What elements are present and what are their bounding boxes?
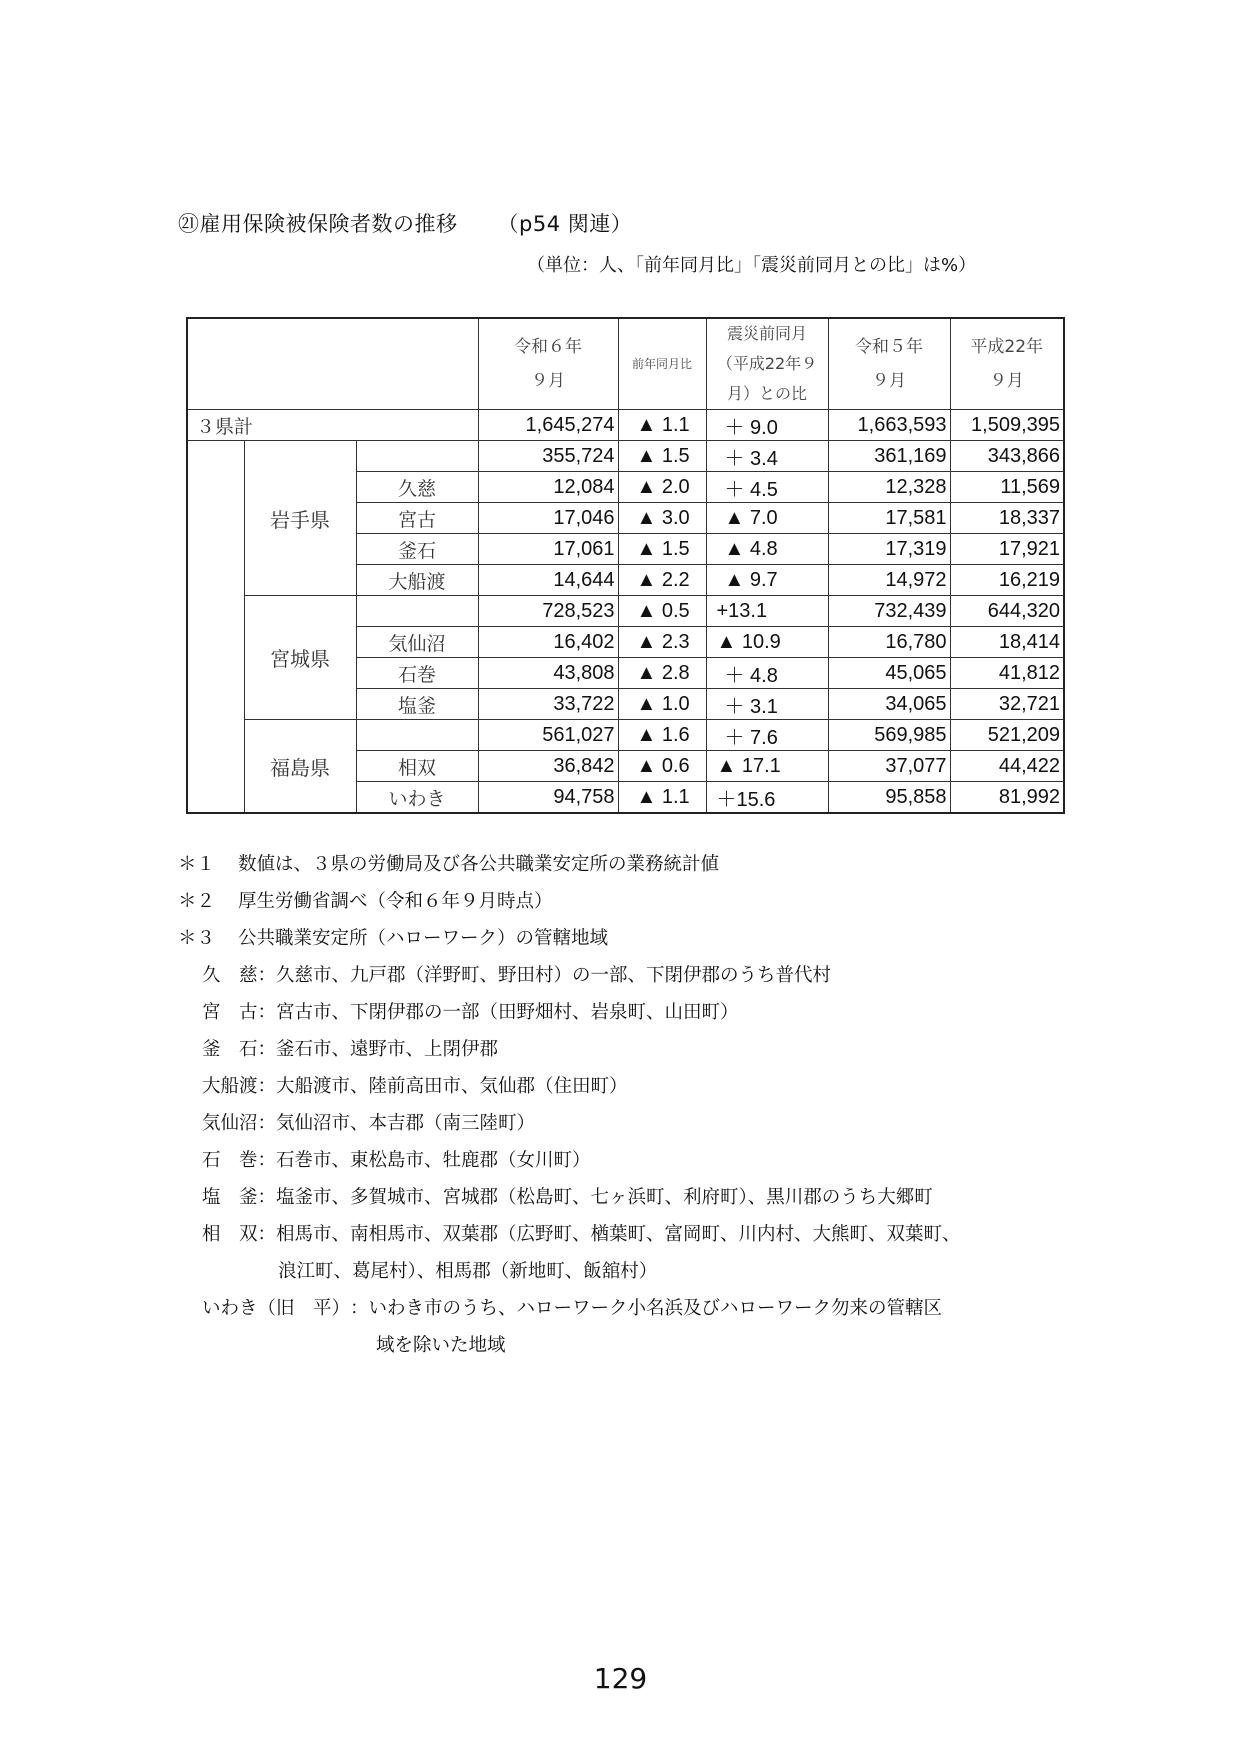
table-row <box>187 596 1064 627</box>
cell-yoy: ▲ 1.5 <box>618 534 706 565</box>
cell-yoy: ▲ 1.1 <box>618 410 706 441</box>
cell-pre: ▲ 10.9 <box>706 627 828 658</box>
cell-r5: 16,780 <box>828 627 950 658</box>
cell-r5: 732,439 <box>828 596 950 627</box>
cell-h22: 32,721 <box>950 689 1064 720</box>
area-text: ：相馬市、南相馬市、双葉郡（広野町、楢葉町、富岡町、川内村、大熊町、双葉町、 <box>257 1224 961 1245</box>
cell-pre: ＋ 3.1 <box>706 689 828 720</box>
cell-r5: 361,169 <box>828 441 950 472</box>
cell-r6: 16,402 <box>478 627 618 658</box>
cell-yoy: ▲ 2.3 <box>618 627 706 658</box>
cell-pre: +13.1 <box>706 596 828 627</box>
office-cell: 久慈 <box>356 472 478 503</box>
cell-r5: 1,663,593 <box>828 410 950 441</box>
area-text: ：石巻市、東松島市、牡鹿郡（女川町） <box>257 1150 591 1171</box>
area-item <box>178 1290 961 1327</box>
area-text: 浪江町、葛尾村）、相馬郡（新地町、飯舘村） <box>278 1261 658 1282</box>
cell-pre: ＋ 3.4 <box>706 441 828 472</box>
office-cell <box>356 720 478 751</box>
area-item <box>178 1031 961 1068</box>
indent-cell <box>187 441 244 814</box>
cell-r5: 17,319 <box>828 534 950 565</box>
cell-r5: 45,065 <box>828 658 950 689</box>
cell-yoy: ▲ 2.8 <box>618 658 706 689</box>
cell-r6: 33,722 <box>478 689 618 720</box>
area-text: 域を除いた地域 <box>376 1335 506 1356</box>
cell-h22: 343,866 <box>950 441 1064 472</box>
cell-pre: ＋ 7.6 <box>706 720 828 751</box>
cell-r5: 95,858 <box>828 782 950 814</box>
cell-pre: ＋ 9.0 <box>706 410 828 441</box>
header-h22: 平成22年 ９月 <box>950 318 1064 410</box>
cell-r5: 37,077 <box>828 751 950 782</box>
cell-yoy: ▲ 0.5 <box>618 596 706 627</box>
note-mark: ＊３ <box>178 928 216 949</box>
note-text: 厚生労働省調べ（令和６年９月時点） <box>238 891 553 912</box>
note-3 <box>178 920 961 957</box>
cell-r6: 94,758 <box>478 782 618 814</box>
cell-r5: 12,328 <box>828 472 950 503</box>
note-mark: ＊２ <box>178 891 216 912</box>
table-row-total <box>187 410 1064 441</box>
office-cell: 塩釜 <box>356 689 478 720</box>
cell-h22: 41,812 <box>950 658 1064 689</box>
office-cell: 釜石 <box>356 534 478 565</box>
prefecture-miyagi: 宮城県 <box>244 596 356 720</box>
cell-r6: 43,808 <box>478 658 618 689</box>
office-cell <box>356 596 478 627</box>
office-cell: いわき <box>356 782 478 814</box>
office-cell: 大船渡 <box>356 565 478 596</box>
cell-h22: 18,337 <box>950 503 1064 534</box>
cell-h22: 18,414 <box>950 627 1064 658</box>
cell-h22: 17,921 <box>950 534 1064 565</box>
prefecture-fukushima: 福島県 <box>244 720 356 814</box>
office-cell <box>356 441 478 472</box>
area-name: いわき（旧 平） <box>202 1298 351 1319</box>
note-1 <box>178 846 961 883</box>
office-cell: 相双 <box>356 751 478 782</box>
office-cell: 宮古 <box>356 503 478 534</box>
cell-h22: 1,509,395 <box>950 410 1064 441</box>
header-r6: 令和６年 ９月 <box>478 318 618 410</box>
area-item <box>178 957 961 994</box>
cell-h22: 44,422 <box>950 751 1064 782</box>
area-name: 宮 古 <box>202 1002 258 1023</box>
area-item-continuation <box>178 1253 961 1290</box>
unit-note: （単位：人、「前年同月比」「震災前同月との比」は%） <box>527 255 977 276</box>
cell-yoy: ▲ 3.0 <box>618 503 706 534</box>
cell-r6: 17,061 <box>478 534 618 565</box>
cell-yoy: ▲ 1.6 <box>618 720 706 751</box>
header-r5: 令和５年 ９月 <box>828 318 950 410</box>
area-item <box>178 1216 961 1253</box>
area-item-continuation <box>178 1327 961 1364</box>
area-name: 相 双 <box>202 1224 258 1245</box>
cell-yoy: ▲ 2.2 <box>618 565 706 596</box>
cell-r6: 14,644 <box>478 565 618 596</box>
area-name: 石 巻 <box>202 1150 258 1171</box>
cell-yoy: ▲ 1.1 <box>618 782 706 814</box>
cell-pre: ▲ 4.8 <box>706 534 828 565</box>
cell-yoy: ▲ 0.6 <box>618 751 706 782</box>
area-text: ：大船渡市、陸前高田市、気仙郡（住田町） <box>257 1076 628 1097</box>
cell-r6: 1,645,274 <box>478 410 618 441</box>
cell-yoy: ▲ 1.5 <box>618 441 706 472</box>
table-row <box>187 720 1064 751</box>
cell-h22: 644,320 <box>950 596 1064 627</box>
header-yoy: 前年同月比 <box>618 318 706 410</box>
cell-yoy: ▲ 2.0 <box>618 472 706 503</box>
cell-pre: ＋ 4.5 <box>706 472 828 503</box>
header-blank-cell <box>187 318 478 410</box>
cell-pre: ▲ 17.1 <box>706 751 828 782</box>
cell-pre: ＋ 4.8 <box>706 658 828 689</box>
cell-yoy: ▲ 1.0 <box>618 689 706 720</box>
prefecture-iwate: 岩手県 <box>244 441 356 596</box>
notes-section <box>178 846 961 1364</box>
table-row <box>187 441 1064 472</box>
note-mark: ＊１ <box>178 854 216 875</box>
title-text: ㉑雇用保険被保険者数の推移 <box>178 212 458 236</box>
area-item <box>178 1105 961 1142</box>
area-name: 釜 石 <box>202 1039 258 1060</box>
area-item <box>178 1142 961 1179</box>
header-pre-disaster: 震災前同月 （平成22年９ 月）との比 <box>706 318 828 410</box>
cell-h22: 81,992 <box>950 782 1064 814</box>
area-name: 塩 釜 <box>202 1187 258 1208</box>
office-cell: 石巻 <box>356 658 478 689</box>
cell-h22: 11,569 <box>950 472 1064 503</box>
cell-r6: 17,046 <box>478 503 618 534</box>
cell-r5: 17,581 <box>828 503 950 534</box>
area-text: ：いわき市のうち、ハローワーク小名浜及びハローワーク勿来の管轄区 <box>350 1298 943 1319</box>
cell-r6: 12,084 <box>478 472 618 503</box>
cell-r6: 36,842 <box>478 751 618 782</box>
area-item <box>178 1068 961 1105</box>
page-number: 129 <box>593 1662 648 1695</box>
cell-r6: 355,724 <box>478 441 618 472</box>
cell-pre: ▲ 9.7 <box>706 565 828 596</box>
insured-persons-table <box>186 317 1065 814</box>
area-text: ：久慈市、九戸郡（洋野町、野田村）の一部、下閉伊郡のうち普代村 <box>257 965 832 986</box>
cell-r6: 728,523 <box>478 596 618 627</box>
area-text: ：釜石市、遠野市、上閉伊郡 <box>257 1039 499 1060</box>
table-header-row <box>187 318 1064 410</box>
total-label: ３県計 <box>187 410 478 441</box>
note-2 <box>178 883 961 920</box>
area-item <box>178 1179 961 1216</box>
area-text: ：塩釜市、多賀城市、宮城郡（松島町、七ヶ浜町、利府町）、黒川郡のうち大郷町 <box>257 1187 933 1208</box>
area-text: ：気仙沼市、本吉郡（南三陸町） <box>257 1113 536 1134</box>
note-text: 公共職業安定所（ハローワーク）の管轄地域 <box>238 928 609 949</box>
page-title <box>178 208 632 238</box>
cell-h22: 521,209 <box>950 720 1064 751</box>
cell-r6: 561,027 <box>478 720 618 751</box>
cell-pre: ＋15.6 <box>706 782 828 814</box>
area-name: 気仙沼 <box>202 1113 258 1134</box>
note-text: 数値は、３県の労働局及び各公共職業安定所の業務統計値 <box>238 854 720 875</box>
cell-r5: 569,985 <box>828 720 950 751</box>
cell-r5: 14,972 <box>828 565 950 596</box>
cell-r5: 34,065 <box>828 689 950 720</box>
area-item <box>178 994 961 1031</box>
office-cell: 気仙沼 <box>356 627 478 658</box>
area-name: 久 慈 <box>202 965 258 986</box>
area-text: ：宮古市、下閉伊郡の一部（田野畑村、岩泉町、山田町） <box>257 1002 739 1023</box>
cell-pre: ▲ 7.0 <box>706 503 828 534</box>
cell-h22: 16,219 <box>950 565 1064 596</box>
title-reference: （p54 関連） <box>497 212 633 236</box>
area-name: 大船渡 <box>202 1076 258 1097</box>
